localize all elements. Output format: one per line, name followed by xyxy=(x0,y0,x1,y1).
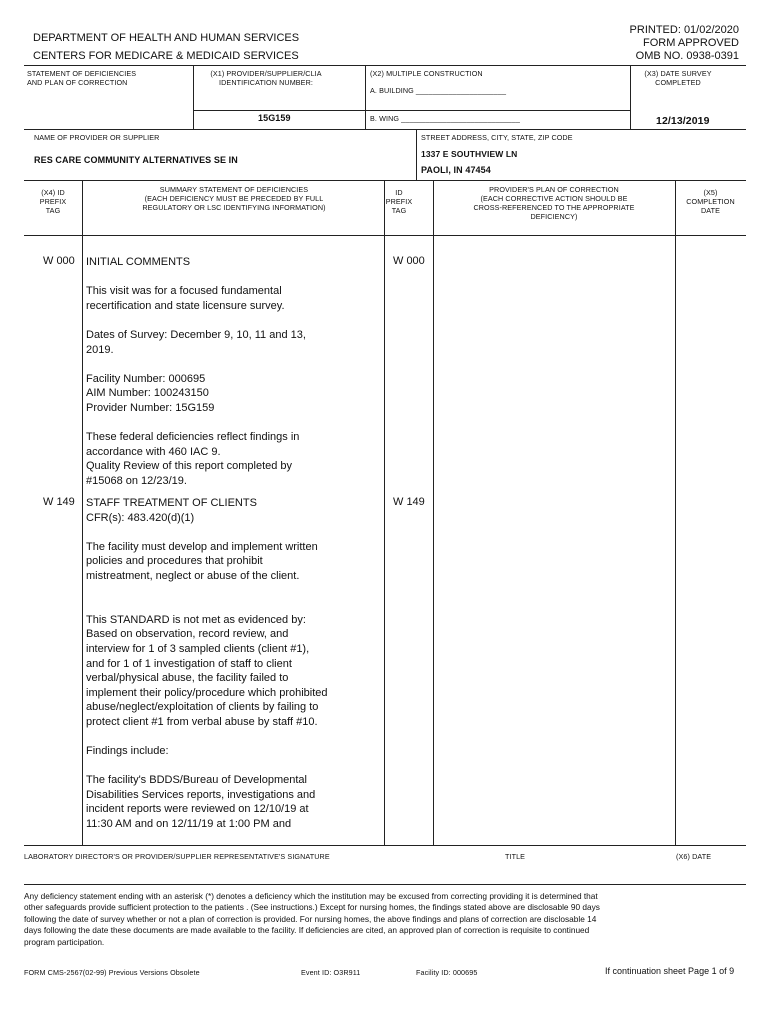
entry-tag-w000: W 000 xyxy=(43,255,75,267)
department-title: DEPARTMENT OF HEALTH AND HUMAN SERVICES xyxy=(33,32,300,44)
column-divider xyxy=(433,180,434,845)
x5-column-header: (X5) COMPLETION DATE xyxy=(686,188,735,215)
event-id: Event ID: O3R911 xyxy=(301,968,361,977)
title-label: TITLE xyxy=(505,852,526,861)
grid-line xyxy=(24,884,746,885)
address-city: PAOLI, IN 47454 xyxy=(421,165,491,175)
entry-text-staff-treatment: STAFF TREATMENT OF CLIENTS CFR(s): 483.420(d)(1) The facility must develop and implement written policies and procedures that prohibit mistreatment, neglect or abuse of the client. This STANDARD is not met as evidenced by: Based on observation, record review, and interview for 1 of 3 sampled clients (client #1), and for 1 of 1 investigation of staff to client verbal/physical abuse, the facility failed to implement their policy/procedure which prohibited abuse/neglect/exploitation of clients by failing to protect client #1 from verbal abuse by staff #10. Findings include: The facility's BDDS/Bureau of Developmental Disabilities Services reports, investigations and incident reports were reviewed on 12/10/19 at 11:30 AM and on 12/11/19 at 1:00 PM and xyxy=(86,497,328,831)
statement-label: STATEMENT OF DEFICIENCIES AND PLAN OF CORRECTION xyxy=(27,69,137,87)
x4-column-header: (X4) ID PREFIX TAG xyxy=(39,188,67,215)
entry-tag-w149: W 149 xyxy=(43,496,75,508)
signature-label: LABORATORY DIRECTOR'S OR PROVIDER/SUPPLIER REPRESENTATIVE'S SIGNATURE xyxy=(24,852,330,861)
facility-id: Facility ID: 000695 xyxy=(416,968,478,977)
grid-line xyxy=(24,65,746,66)
grid-line xyxy=(24,129,746,130)
address-street: 1337 E SOUTHVIEW LN xyxy=(421,149,518,159)
grid-line xyxy=(24,845,746,846)
x2-label: (X2) MULTIPLE CONSTRUCTION xyxy=(370,69,483,78)
plan-column-header: PROVIDER'S PLAN OF CORRECTION (EACH CORRECTIVE ACTION SHOULD BE CROSS-REFERENCED TO THE APPROPRIATE DEFICIENCY) xyxy=(473,185,635,221)
x3-label: (X3) DATE SURVEY COMPLETED xyxy=(644,69,712,87)
grid-line xyxy=(193,65,194,129)
grid-line xyxy=(365,110,630,111)
grid-line xyxy=(630,65,631,129)
omb-number: OMB NO. 0938-0391 xyxy=(635,50,739,62)
column-divider xyxy=(675,180,676,845)
column-divider xyxy=(384,180,385,845)
column-divider xyxy=(82,180,83,845)
grid-line xyxy=(24,180,746,181)
survey-completed-date: 12/13/2019 xyxy=(656,115,710,127)
form-id: FORM CMS-2567(02-99) Previous Versions Obsolete xyxy=(24,968,200,977)
disclosure-footnote: Any deficiency statement ending with an asterisk (*) denotes a deficiency which the institution may be excused from correcting providing it is determined that other safeguards provide sufficient protection to the patients . (See instructions.) Except for nursing homes, the findings stated above are disclosable 90 days following the date of survey whether or not a plan of correction is provided. For nursing homes, the above findings and plans of correction are disclosable 14 days following the date these documents are made available to the facility. If deficiencies are cited, an approved plan of correction is requisite to continued program participation. xyxy=(24,891,600,947)
provider-clia-number: 15G159 xyxy=(258,113,291,123)
grid-line xyxy=(365,65,366,129)
grid-line xyxy=(193,110,365,111)
agency-title: CENTERS FOR MEDICARE & MEDICAID SERVICES xyxy=(33,50,299,62)
signature-date-label: (X6) DATE xyxy=(676,852,712,861)
building-label: A. BUILDING ______________________ xyxy=(370,86,507,95)
form-approved-label: FORM APPROVED xyxy=(643,37,739,49)
page-number: If continuation sheet Page 1 of 9 xyxy=(605,966,735,976)
provider-name: RES CARE COMMUNITY ALTERNATIVES SE IN xyxy=(34,155,238,165)
address-label: STREET ADDRESS, CITY, STATE, ZIP CODE xyxy=(421,133,573,142)
grid-line xyxy=(24,235,746,236)
x1-label: (X1) PROVIDER/SUPPLIER/CLIA IDENTIFICATION NUMBER: xyxy=(210,69,322,87)
entry-id-tag-w149: W 149 xyxy=(393,496,425,508)
provider-name-label: NAME OF PROVIDER OR SUPPLIER xyxy=(34,133,160,142)
id-column-header: ID PREFIX TAG xyxy=(385,188,413,215)
printed-date: PRINTED: 01/02/2020 xyxy=(629,24,739,36)
entry-text-initial-comments: INITIAL COMMENTS This visit was for a focused fundamental recertification and state licensure survey. Dates of Survey: December 9, 10, 11 and 13, 2019. Facility Number: 000695 AIM Number: 100243150 Provider Number: 15G159 These federal deficiencies reflect findings in accordance with 460 IAC 9. Quality Review of this report completed by #15068 on 12/23/19. xyxy=(86,256,306,487)
entry-id-tag-w000: W 000 xyxy=(393,255,425,267)
summary-column-header: SUMMARY STATEMENT OF DEFICIENCIES (EACH DEFICIENCY MUST BE PRECEDED BY FULL REGULATORY OR LSC IDENTIFYING INFORMATION) xyxy=(142,185,326,212)
grid-line xyxy=(416,129,417,180)
wing-label: B. WING _____________________________ xyxy=(370,114,520,123)
